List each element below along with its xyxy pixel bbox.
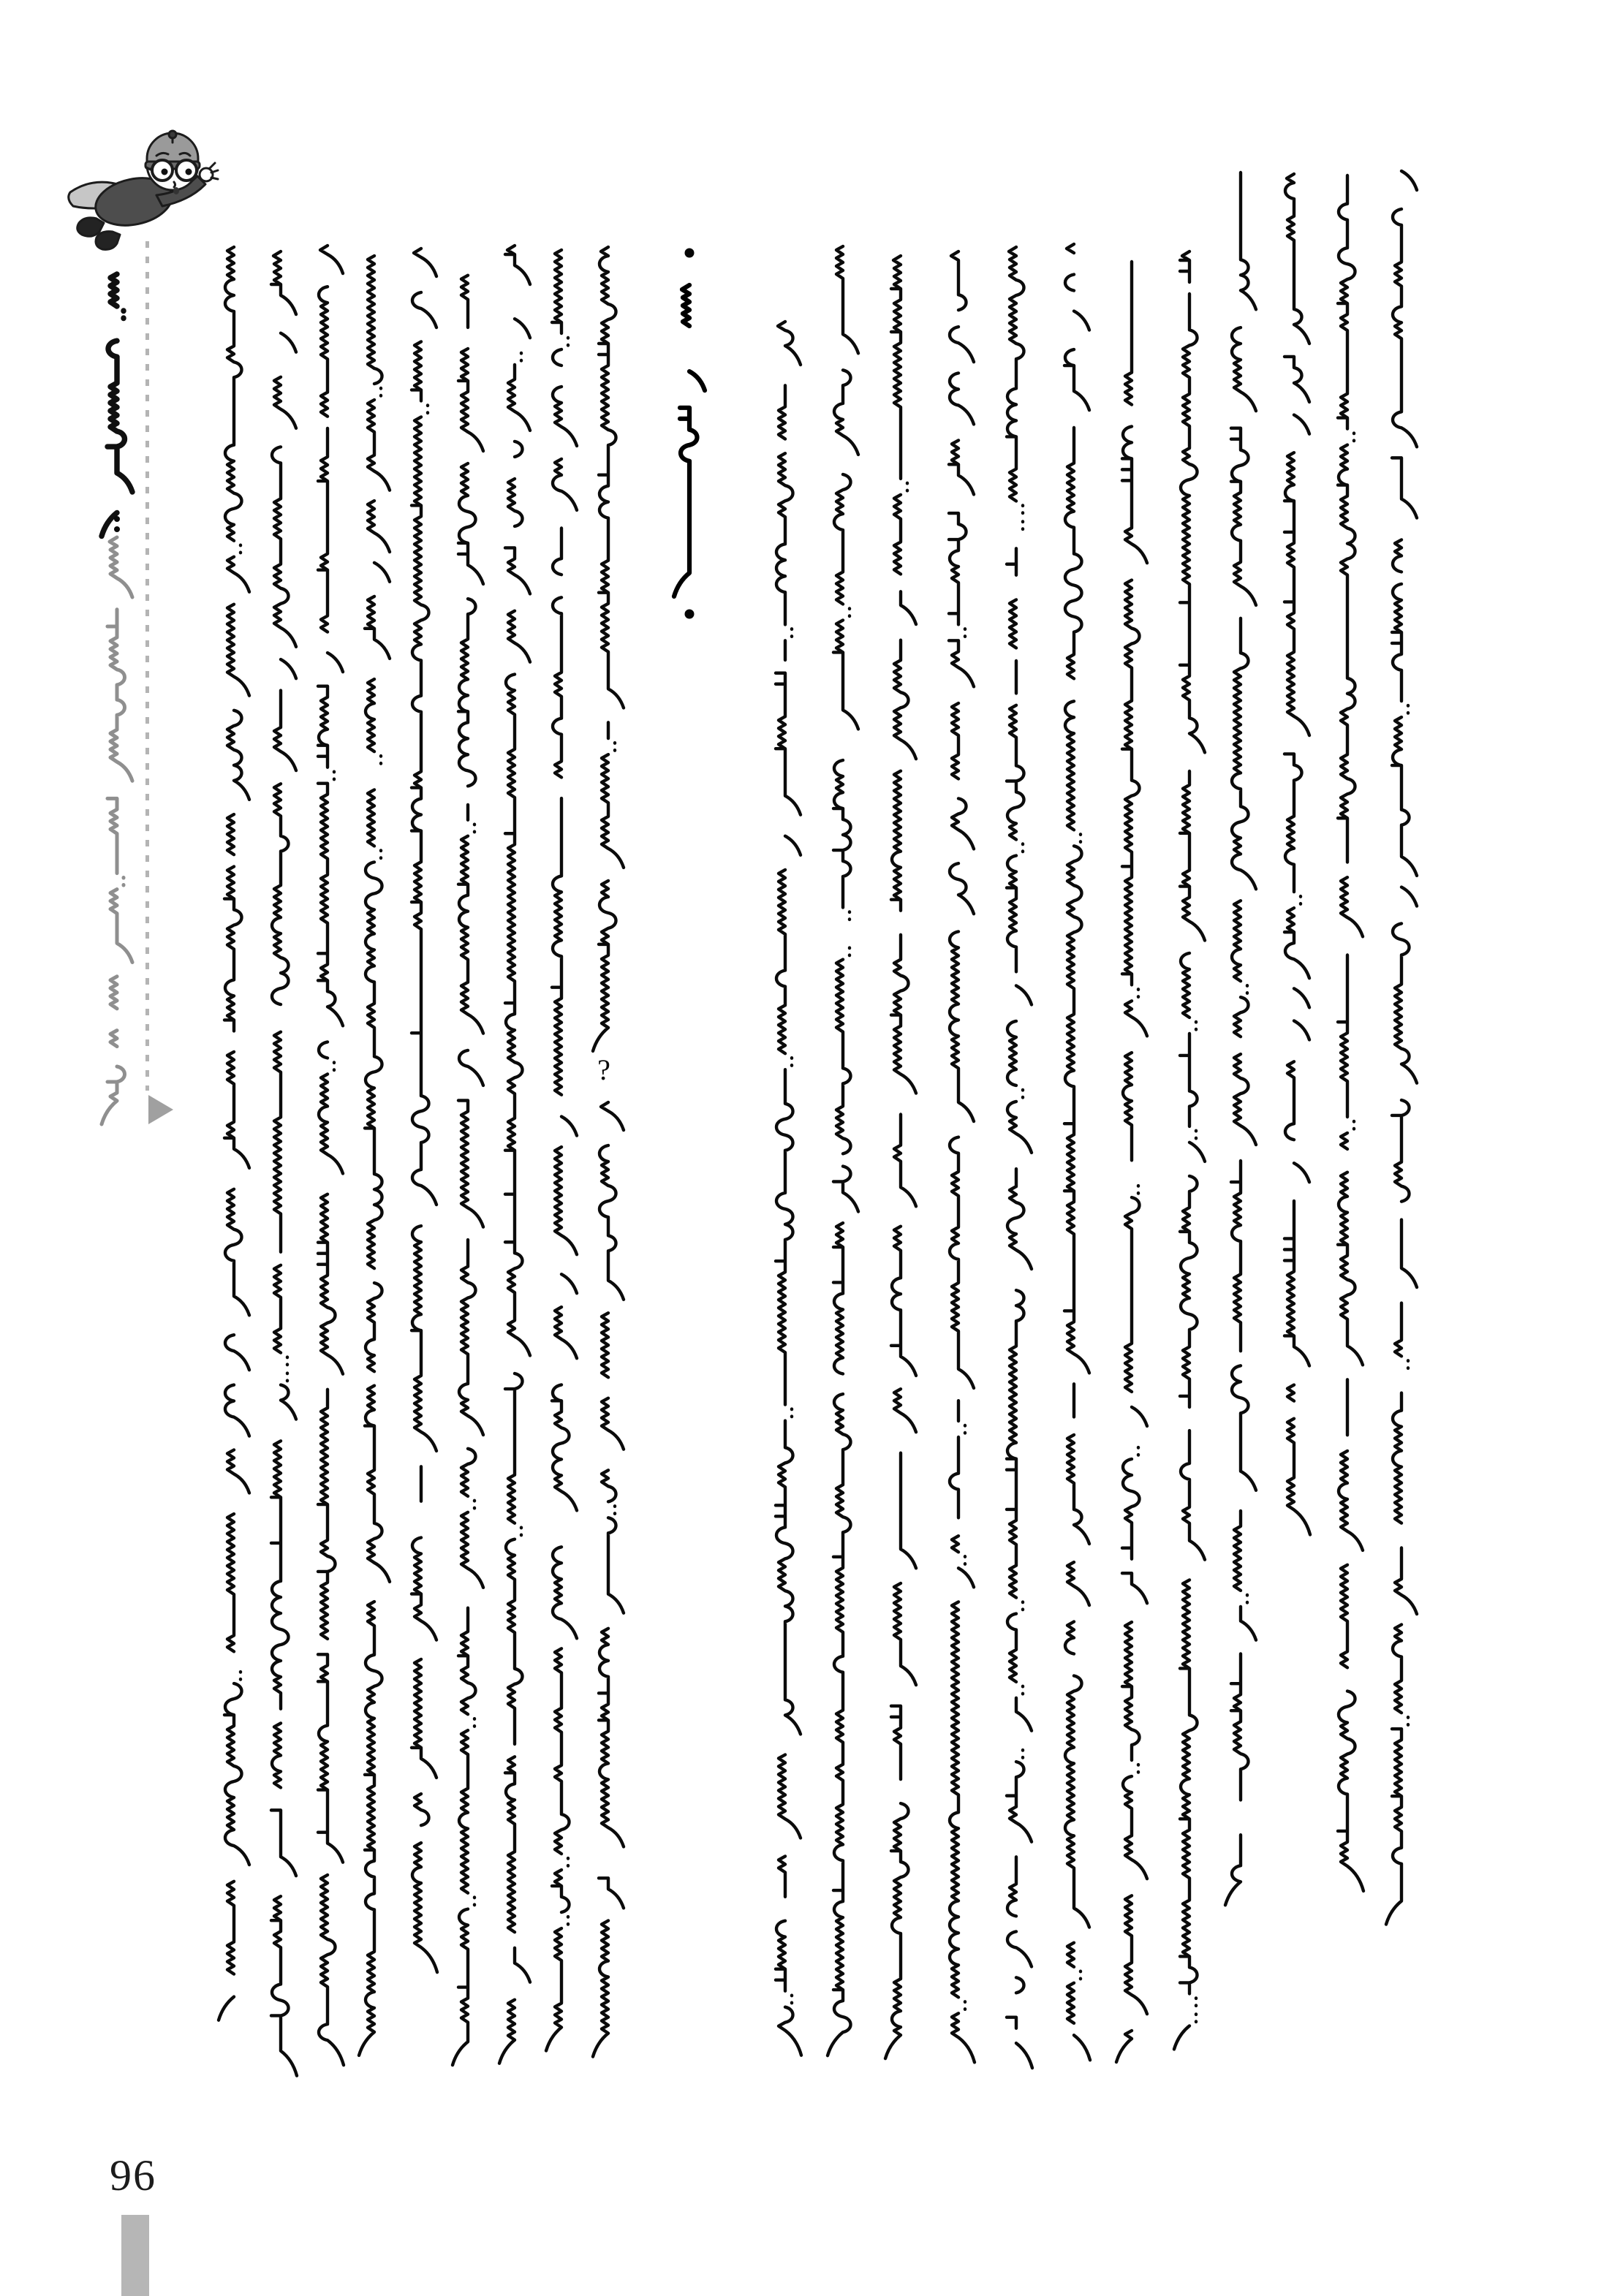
section-heading-bullet xyxy=(685,249,695,258)
section-heading-bullet xyxy=(685,610,695,619)
flying-boy-mascot-illustration xyxy=(64,124,219,272)
pointer-triangle-icon xyxy=(148,1095,173,1124)
mongolian-text-column xyxy=(95,274,139,548)
mongolian-text-column xyxy=(1052,244,1096,2092)
mongolian-text-column xyxy=(446,253,490,2095)
question-mark: ? xyxy=(597,1053,610,1086)
mongolian-text-column xyxy=(1219,173,1263,1946)
mascot-boot-front xyxy=(96,232,120,250)
mongolian-text-column xyxy=(95,537,139,1166)
mongolian-text-column xyxy=(763,322,807,2092)
mongolian-text-column xyxy=(399,249,443,2010)
mongolian-text-column xyxy=(879,256,923,2094)
mongolian-text-column xyxy=(493,246,537,2098)
mongolian-text-column xyxy=(306,246,349,2098)
mongolian-text-column xyxy=(259,251,303,2095)
mongolian-text-column xyxy=(586,1102,630,2095)
mongolian-text-column xyxy=(821,246,865,2096)
mongolian-text-column xyxy=(1168,251,1211,2091)
page-number: 96 xyxy=(110,2151,156,2200)
mongolian-colon-mark xyxy=(114,512,120,537)
mongolian-text-column xyxy=(937,251,980,2098)
mascot-hand xyxy=(200,168,213,181)
mongolian-text-column xyxy=(1110,262,1154,2096)
mongolian-text-column xyxy=(1380,171,1423,1946)
mongolian-text-column xyxy=(667,285,711,629)
mongolian-text-column xyxy=(540,250,583,2092)
mongolian-text-column xyxy=(352,256,396,2096)
mongolian-text-column xyxy=(1272,174,1316,1569)
dashed-guide-line xyxy=(145,241,149,1091)
mongolian-text-column xyxy=(586,247,630,1089)
mongolian-text-column xyxy=(1325,175,1369,1931)
mongolian-text-column xyxy=(212,247,256,2041)
mascot-mouth xyxy=(173,187,179,194)
footer-accent-bar xyxy=(121,2215,149,2296)
mongolian-text-column xyxy=(994,247,1038,2095)
